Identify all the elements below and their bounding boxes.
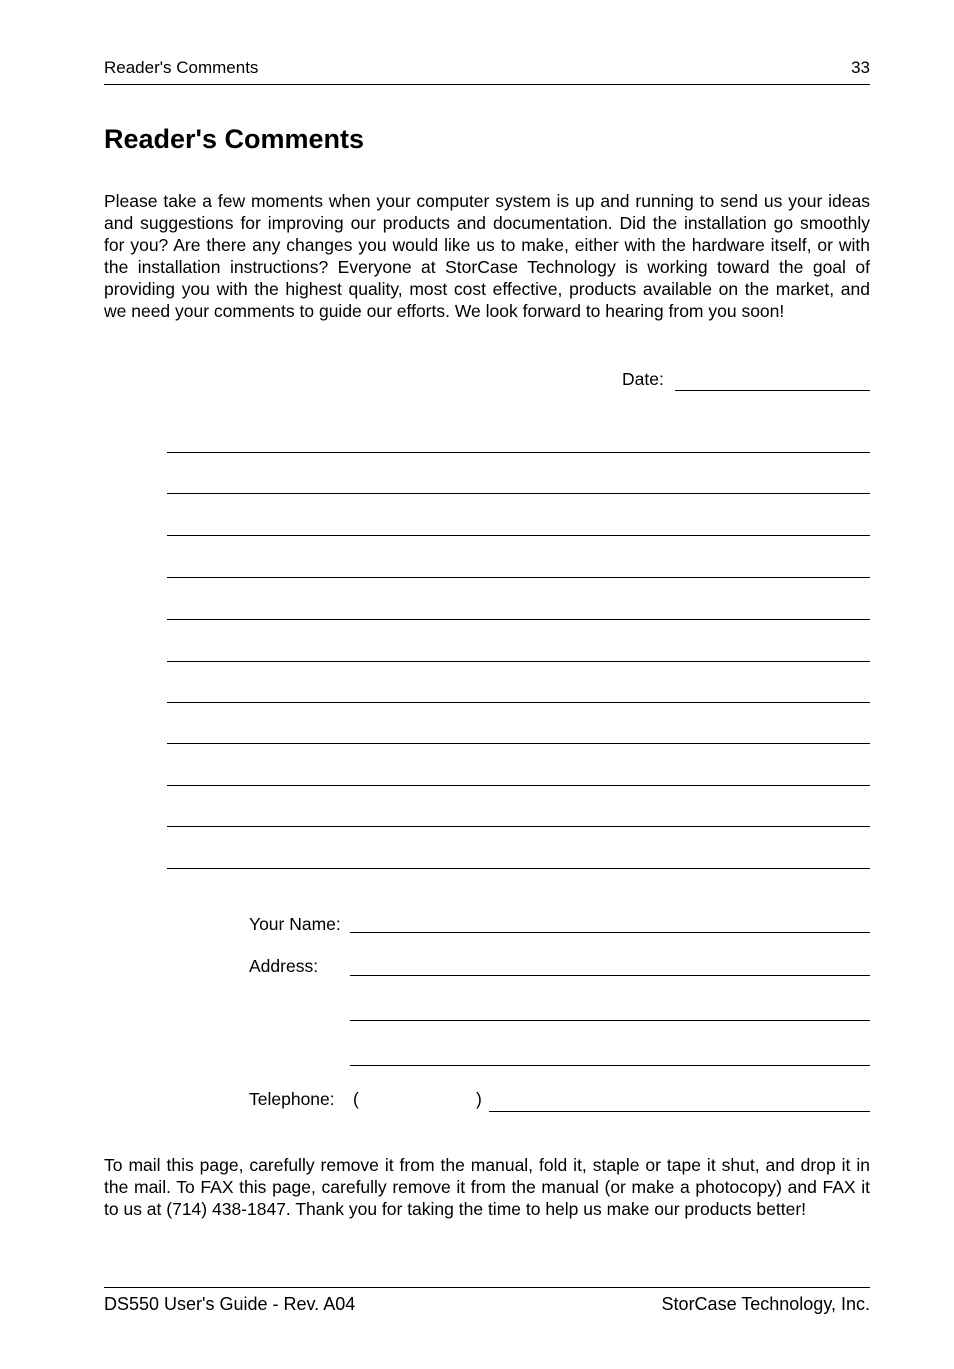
telephone-line[interactable] [489,1111,870,1112]
comment-line[interactable] [167,661,870,662]
comment-line[interactable] [167,868,870,869]
running-header-title: Reader's Comments [104,58,259,77]
comment-line[interactable] [167,577,870,578]
comment-line[interactable] [167,826,870,827]
area-code-close-paren: ) [476,1089,482,1109]
comment-line[interactable] [167,702,870,703]
page-number: 33 [851,58,870,77]
footer-company: StorCase Technology, Inc. [661,1294,870,1314]
date-label: Date: [622,369,664,389]
telephone-label: Telephone: [249,1089,335,1109]
address-label: Address: [249,956,319,976]
comment-line[interactable] [167,743,870,744]
name-line[interactable] [350,932,870,933]
comment-line[interactable] [167,535,870,536]
address-line[interactable] [350,975,870,976]
address-line[interactable] [350,1065,870,1066]
comment-line[interactable] [167,452,870,453]
date-line[interactable] [675,390,870,391]
area-code-open-paren: ( [353,1089,359,1109]
address-line[interactable] [350,1020,870,1021]
footer-rule [104,1287,870,1288]
page-title: Reader's Comments [104,124,365,154]
closing-paragraph: To mail this page, carefully remove it from the manual, fold it, staple or tape it shut, and drop it in the mail. To FAX this page, carefully remove it from the manual (or make a photocopy) and FAX it to us at (714) 438-1847. Thank you for taking the time to help us make our products better! [104,1155,870,1219]
comment-line[interactable] [167,493,870,494]
name-label: Your Name: [249,914,341,934]
footer-doc-title: DS550 User's Guide - Rev. A04 [104,1294,356,1314]
comment-line[interactable] [167,619,870,620]
intro-paragraph: Please take a few moments when your computer system is up and running to send us your ideas and suggestions for improving our products and documentation. Did the installation go smoothly for you? Are there any changes you would like us to make, either with the hardware itself, or with the installation instructions? Everyone at StorCase Technology is working toward the goal of providing you with the highest quality, most cost effective, products available on the market, and we need your comments to guide our efforts. We look forward to hearing from you soon! [104,191,870,321]
comment-line[interactable] [167,785,870,786]
header-rule [104,84,870,85]
